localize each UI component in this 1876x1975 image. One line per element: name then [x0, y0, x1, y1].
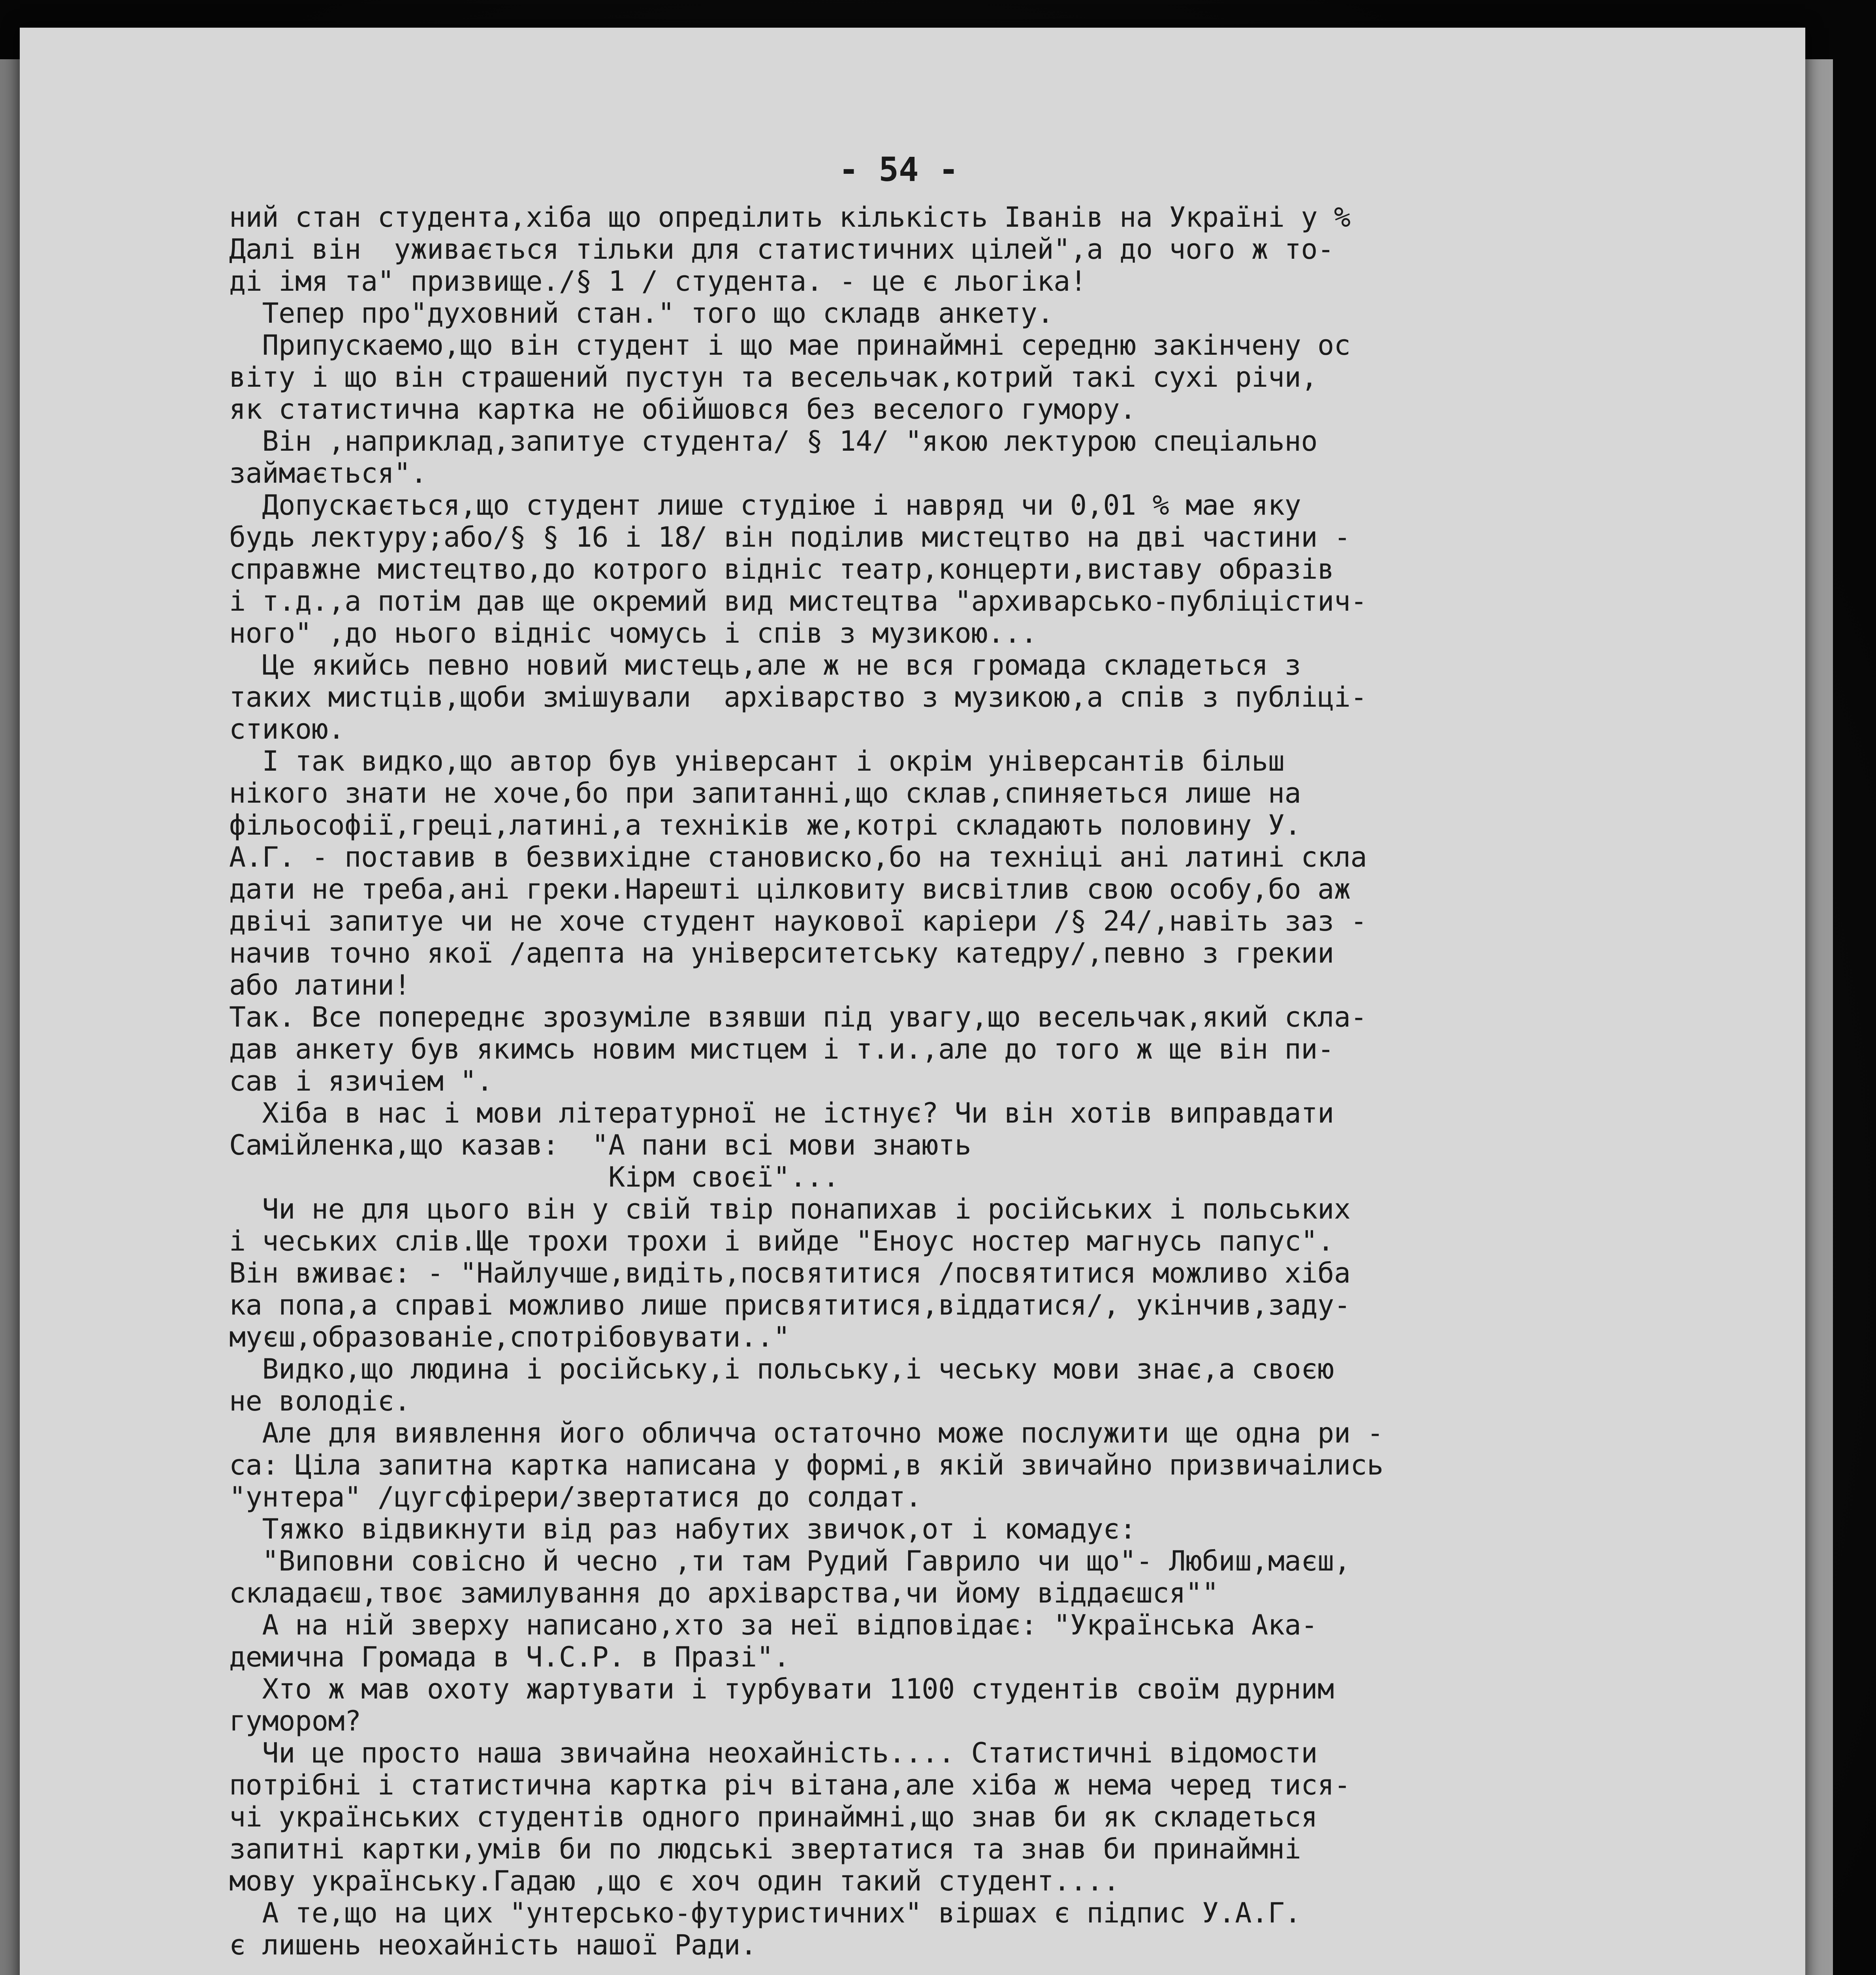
body-line: Видко,що людина i росiйську,i польську,i чеську мови знає,а своєю — [229, 1353, 1334, 1385]
body-line: Самiйленка,що казав: "А пани всi мови знають — [229, 1129, 971, 1161]
body-line: А.Г. - поставив в безвихiдне становиско,бо на технiцi анi латинi скла — [229, 841, 1367, 873]
body-line: мову українську.Гадаю ,що є хоч один такий студент.... — [229, 1865, 1120, 1897]
body-line: як статистична картка не обiйшовся без веселого гумору. — [229, 393, 1136, 425]
body-line: Але для виявлення його обличча остаточно може послужити ще одна ри - — [229, 1417, 1384, 1449]
body-line: займається". — [229, 457, 427, 489]
body-line: запитнi картки,умiв би по людськi звертатися та знав би принаймнi — [229, 1833, 1301, 1865]
body-line: Тепер про"духовний стан." того що складв анкету. — [229, 297, 1054, 329]
body-line: I так видко,що автор був унiверсант i окрiм унiверсантiв бiльш — [229, 745, 1285, 777]
page-number: - 54 - — [839, 150, 959, 189]
body-line: демична Громада в Ч.С.Р. в Празi". — [229, 1641, 790, 1673]
body-line: потрiбнi i статистична картка рiч вiтана,але хiба ж нема черед тися- — [229, 1769, 1351, 1801]
body-line: вiту i що вiн страшений пустун та весельчак,котрий такi сухi рiчи, — [229, 361, 1318, 393]
body-line: двiчi запитуе чи не хоче студент наукової карiери /§ 24/,навiть заз - — [229, 905, 1367, 937]
body-line: Хiба в нас i мови лiтературної не iстнує? Чи вiн хотiв виправдати — [229, 1097, 1334, 1129]
body-line: Тяжко вiдвикнути вiд раз набутих звичок,от i комадує: — [229, 1513, 1136, 1545]
body-line: Припускаемо,що вiн студент i що мае принаймнi середню закiнчену ос — [229, 329, 1351, 361]
body-line: дав анкету був якимсь новим мистцем i т.и.,але до того ж ще вiн пи- — [229, 1033, 1334, 1065]
body-line: Далi вiн уживається тiльки для статистичних цiлей",а до чого ж то- — [229, 233, 1334, 265]
body-line: чi українських студентiв одного принаймнi,що знав би як складеться — [229, 1801, 1318, 1833]
body-line: Це якийсь певно новий мистець,але ж не вся громада складеться з — [229, 649, 1301, 681]
body-line: сав i язичiем ". — [229, 1065, 493, 1097]
body-line: Вiн вживає: - "Найлучше,видiть,посвятитися /посвятитися можливо хiба — [229, 1257, 1351, 1289]
body-line: А те,що на цих "унтерсько-футуристичних" віршах є пiдпис У.А.Г. — [229, 1897, 1301, 1929]
body-line: фiльософiї,грецi,латинi,а технiкiв же,котрi складають половину У. — [229, 809, 1301, 841]
body-line: "Виповни совiсно й чесно ,ти там Рудий Гаврило чи що"- Любиш,маєш, — [229, 1545, 1351, 1577]
body-line: Допускається,що студент лише студiюе i навряд чи 0,01 % мае яку — [229, 489, 1301, 521]
body-line: i т.д.,а потiм дав ще окремий вид мистецтва "архиварсько-публiцiстич- — [229, 585, 1367, 617]
page-edge-right — [1805, 59, 1833, 1975]
body-line: Кiрм своєї"... — [229, 1161, 839, 1193]
body-line: нiкого знати не хоче,бо при запитаннi,що склав,спиняеться лише на — [229, 777, 1301, 809]
body-line: не володiє. — [229, 1385, 411, 1417]
body-line: ка попа,а справi можливо лише присвятитися,вiддатися/, укiнчив,заду- — [229, 1289, 1351, 1321]
article-body — [229, 201, 1770, 1961]
body-line: є лишень неохайнiсть нашої Ради. — [229, 1929, 757, 1961]
body-line: муєш,образованiе,спотрiбовувати.." — [229, 1321, 790, 1353]
body-line: начив точно якої /адепта на унiверситетську катедру/,певно з грекии — [229, 937, 1334, 969]
body-line: стикою. — [229, 713, 345, 745]
body-line: Так. Все попереднє зрозумiле взявши пiд увагу,що весельчак,який скла- — [229, 1001, 1367, 1033]
body-line: Вiн ,наприклад,запитуе студента/ § 14/ "якою лектурою спецiально — [229, 425, 1318, 457]
body-line: са: Цiла запитна картка написана у формi,в якiй звичайно призвичаiлись — [229, 1449, 1384, 1481]
body-line: i чеських слiв.Ще трохи трохи i вийде "Еноус ностер магнусь папус". — [229, 1225, 1334, 1257]
page-edge-left — [0, 59, 20, 1975]
body-line: дати не треба,анi греки.Нарештi цiлковиту висвiтлив свою особу,бо аж — [229, 873, 1351, 905]
body-line: таких мистцiв,щоби змiшували архiварство з музикою,а спiв з публiцi- — [229, 681, 1367, 713]
body-line: Хто ж мав охоту жартувати i турбувати 1100 студентiв своїм дурним — [229, 1673, 1334, 1705]
body-line: ного" ,до нього вiднiс чомусь i спiв з музикою... — [229, 617, 1037, 649]
body-line: або латини! — [229, 969, 411, 1001]
body-line: ний стан студента,хіба що опредiлить кiлькiсть Iванiв на Українi у % — [229, 201, 1351, 233]
body-line: Чи це просто наша звичайна неохайнiсть.... Статистичнi вiдомости — [229, 1737, 1318, 1769]
body-line: "унтера" /цугсфiрери/звертатися до солдат. — [229, 1481, 922, 1513]
body-line: гумором? — [229, 1705, 361, 1737]
body-line: справжне мистецтво,до котрого вiднiс театр,концерти,виставу образiв — [229, 553, 1334, 585]
body-line: складаєш,твоє замилування до архiварства,чи йому вiддаєшся"" — [229, 1577, 1219, 1609]
body-line: дi iмя та" призвище./§ 1 / студента. - це є льогiка! — [229, 265, 1087, 297]
body-line: будь лектуру;або/§ § 16 i 18/ вiн подiлив мистецтво на двi частини - — [229, 521, 1351, 553]
body-line: Чи не для цього вiн у свiй твiр понапихав i росiйських i польських — [229, 1193, 1351, 1225]
body-line: А на нiй зверху написано,хто за неї вiдповiдає: "Українська Ака- — [229, 1609, 1318, 1641]
